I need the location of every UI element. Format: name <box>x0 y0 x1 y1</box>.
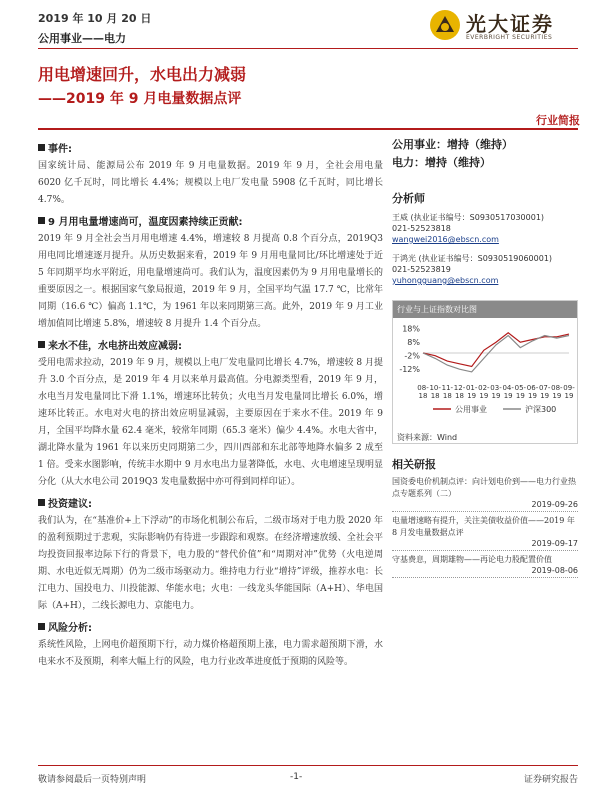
section-investment <box>38 495 383 615</box>
related-item[interactable]: 守基费息，周期雄物——再论电力股配置价值 <box>392 555 552 564</box>
x-tick-label-year: 19 <box>503 392 513 400</box>
related-date: 2019-08-06 <box>392 566 578 578</box>
x-tick-label-year: 18 <box>455 392 464 400</box>
bullet-icon <box>38 623 45 630</box>
x-tick-label: 10- <box>429 384 441 392</box>
section-heading: 来水不佳，水电挤出效应减弱: <box>48 341 182 352</box>
x-tick-label: 11- <box>441 384 454 392</box>
comparison-chart <box>392 300 578 444</box>
related-heading: 相关研报 <box>392 458 436 471</box>
legend-label-a: 公用事业 <box>455 405 487 414</box>
section-risk <box>38 619 383 671</box>
sidebar <box>392 136 578 581</box>
report-date: 2019 年 10 月 20 日 <box>38 12 152 25</box>
x-tick-label: 06- <box>526 384 539 392</box>
page-number: -1- <box>290 772 303 782</box>
footer-disclaimer: 敬请参阅最后一页特别声明 <box>38 775 147 785</box>
company-logo <box>428 6 578 46</box>
x-tick-label: 08- <box>551 384 563 392</box>
main-content <box>38 136 383 671</box>
x-tick-label-year: 19 <box>467 392 477 400</box>
y-tick-label: -2% <box>404 351 420 361</box>
x-tick-label: 08- <box>417 384 429 392</box>
x-tick-label: 09- <box>563 384 575 392</box>
x-tick-label-year: 19 <box>540 392 550 400</box>
legend-label-b: 沪深300 <box>525 405 557 414</box>
related-date: 2019-09-17 <box>392 539 578 551</box>
related-item[interactable]: 电量增速略有提升，关注美债收益价值——2019 年 8 月发电量数据点评 <box>392 516 575 537</box>
y-tick-label: -12% <box>399 365 420 375</box>
related-list <box>392 476 578 578</box>
analyst-name: 于鸿光 <box>392 254 416 263</box>
section-paragraph: 2019 年 9 月全社会当月用电增速 4.4%，增速较 8 月提高 0.8 个百分点，2019Q3 用电同比增速逐月提升。从历史数据来看，2019 年 9 月用电量同比/环比增速处于近 5 年同期平均水平附近，用电量增速尚可。我们认为，温度因素仍为 9 月用电量增长的重要原因之一。根据国家气象局报道，2019 年 9 月，全国平均气温 17.7 ℃，比常年同期（16.6 ℃）偏高 1.1℃，为 1961 年以来同期第三高。此外，2019 年 9 月工业增加值同比增速 5.8%，增速较 8 月提升 1.4 个百分点。 <box>38 234 383 329</box>
analyst-name: 王威 <box>392 213 408 222</box>
related-date: 2019-09-26 <box>392 500 578 512</box>
x-tick-label-year: 19 <box>479 392 489 400</box>
related-item[interactable]: 国资委电价机制点评：向计划电价到——电力行业热点专题系列（二） <box>392 477 576 498</box>
logo-mark-icon <box>428 8 462 42</box>
chart-source: 资料来源：Wind <box>397 433 458 442</box>
series-line-1 <box>423 336 569 372</box>
footer-label: 证券研究报告 <box>523 775 578 785</box>
analyst-email[interactable]: yuhongguang@ebscn.com <box>392 276 499 285</box>
section-demand <box>38 213 383 333</box>
analyst-email[interactable]: wangwei2016@ebscn.com <box>392 235 499 244</box>
analysts-heading: 分析师 <box>392 192 425 205</box>
bullet-icon <box>38 144 45 151</box>
section-hydro <box>38 337 383 491</box>
title-divider <box>38 128 578 130</box>
rating-power: 电力：增持（维持） <box>392 156 491 169</box>
rating-utilities: 公用事业：增持（维持） <box>392 138 513 151</box>
bullet-icon <box>38 217 45 224</box>
x-tick-label-year: 18 <box>418 392 428 400</box>
section-heading: 9 月用电量增速尚可，温度因素持续正贡献: <box>48 217 243 228</box>
logo-text: 光大证券 <box>466 12 554 36</box>
report-type: 行业简报 <box>536 114 580 127</box>
x-tick-label: 07- <box>538 384 551 392</box>
report-subtitle: ——2019 年 9 月电量数据点评 <box>38 91 242 107</box>
x-tick-label: 03- <box>490 384 502 392</box>
x-tick-label-year: 19 <box>564 392 574 400</box>
logo-subtext: EVERBRIGHT SECURITIES <box>466 34 553 41</box>
bullet-icon <box>38 499 45 506</box>
footer-divider <box>38 765 578 766</box>
report-title: 用电增速回升，水电出力减弱 <box>38 65 247 84</box>
section-heading: 投资建议: <box>48 499 92 510</box>
analyst-cert: (执业证书编号：S0930519060001) <box>418 254 553 263</box>
bullet-icon <box>38 341 45 348</box>
sector-label: 公用事业——电力 <box>38 32 126 45</box>
x-tick-label-year: 19 <box>515 392 525 400</box>
section-heading: 风险分析: <box>48 623 92 634</box>
x-tick-label-year: 19 <box>528 392 537 400</box>
analyst-entry <box>392 253 578 286</box>
section-paragraph: 国家统计局、能源局公布 2019 年 9 月电量数据。2019 年 9 月，全社会用电量 6020 亿千瓦时，同比增长 4.4%；规模以上电厂发电量 5908 亿千瓦时，同比增长 4.7%。 <box>38 161 383 205</box>
x-tick-label: 12- <box>453 384 466 392</box>
y-tick-label: 18% <box>402 324 420 334</box>
x-tick-label: 05- <box>514 384 527 392</box>
y-tick-label: 8% <box>407 338 420 348</box>
x-tick-label: 01- <box>465 384 478 392</box>
section-event <box>38 140 383 209</box>
x-tick-label-year: 19 <box>552 392 562 400</box>
chart-header: 行业与上证指数对比图 <box>393 301 577 318</box>
section-paragraph: 系统性风险，上网电价超预期下行，动力煤价格超预期上涨，电力需求超预期下滑，水电来水不及预期，利率大幅上行的风险，电力行业改革进度低于预期的风险等。 <box>38 640 383 667</box>
analyst-phone: 021-52523818 <box>392 224 451 233</box>
x-tick-label-year: 18 <box>442 392 452 400</box>
section-heading: 事件: <box>48 144 72 155</box>
section-paragraph: 受用电需求拉动，2019 年 9 月，规模以上电厂发电量同比增长 4.7%，增速较 8 月提升 3.0 个百分点，是 2019 年 4 月以来单月最高值。分电源类型看，2019 年 9 月，水电当月发电量同比下滑 1.1%，增速环比转负；火电当月发电量同比增长 6.0%，增速环比转正。水电对火电的挤出效应明显减弱，主要原因在于来水不佳。2019 年 9 月，全国平均降水量 62.4 毫米，较常年同期（65.3 毫米）偏少 4.4%。水电大省中，湖北降水量为 1961 年以来历史同期第二少，四川西部和东北部等地降水偏多 2 成至 1 倍。受来水图影响，传统丰水期中 9 月水电出力显著降低，水电、火电增速呈现明显分化（从大水电公司 2019Q3 发电量数据中亦可得到同样印证）。 <box>38 358 383 487</box>
series-line-0 <box>423 333 569 367</box>
x-tick-label: 04- <box>502 384 514 392</box>
line-chart <box>393 318 577 428</box>
analyst-phone: 021-52523819 <box>392 265 451 274</box>
x-tick-label-year: 19 <box>491 392 501 400</box>
analyst-cert: (执业证书编号：S0930517030001) <box>410 213 545 222</box>
header-divider <box>38 48 578 49</box>
x-tick-label-year: 18 <box>430 392 440 400</box>
section-paragraph: 我们认为，在“基准价+上下浮动”的市场化机制公布后，二级市场对于电力股 2020 年的盈利预期过于悲观，实际影响仍有待进一步跟踪和观察。在经济增速放缓、全社会平均投资回报率边际下行的背景下，电力股的“替代价值”和“周期对冲”优势（火电逆周期、水电近似无周期）仍为二级市场驱动力。维持电力行业“增持”评级，推荐水电：长江电力、国投电力、川投能源、华能水电；火电：一线龙头华能国际（A+H）、华电国际（A+H），二线长源电力、京能电力。 <box>38 516 383 611</box>
analyst-entry <box>392 212 578 245</box>
x-tick-label: 02- <box>478 384 490 392</box>
